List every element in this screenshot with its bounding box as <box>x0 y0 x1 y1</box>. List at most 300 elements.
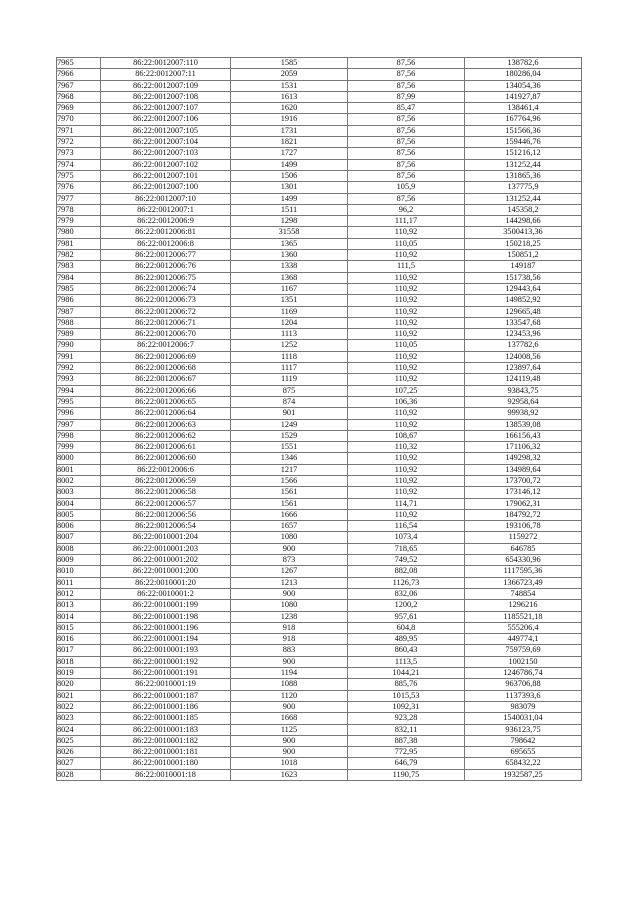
specific-value-cell: 111,17 <box>348 216 465 227</box>
specific-value-cell: 832,11 <box>348 724 465 735</box>
area-cell: 1657 <box>231 521 348 532</box>
area-cell: 1080 <box>231 600 348 611</box>
row-number-cell: 8009 <box>57 555 101 566</box>
row-number-cell: 8005 <box>57 509 101 520</box>
cadastral-value-cell: 159446,76 <box>465 137 582 148</box>
specific-value-cell: 887,38 <box>348 735 465 746</box>
cadastral-number-cell: 86:22:0012006:59 <box>101 475 231 486</box>
table-row <box>57 713 582 724</box>
cadastral-number-cell: 86:22:0012006:56 <box>101 509 231 520</box>
row-number-cell: 7992 <box>57 363 101 374</box>
table-row <box>57 385 582 396</box>
specific-value-cell: 87,56 <box>348 148 465 159</box>
area-cell: 1499 <box>231 193 348 204</box>
cadastral-number-cell: 86:22:0012006:75 <box>101 272 231 283</box>
specific-value-cell: 832,06 <box>348 588 465 599</box>
row-number-cell: 8017 <box>57 645 101 656</box>
table-row <box>57 170 582 181</box>
cadastral-value-cell: 173700,72 <box>465 475 582 486</box>
cadastral-value-cell: 99938,92 <box>465 408 582 419</box>
table-row <box>57 555 582 566</box>
area-cell: 1169 <box>231 306 348 317</box>
cadastral-value-cell: 149852,92 <box>465 295 582 306</box>
table-row <box>57 216 582 227</box>
row-number-cell: 8027 <box>57 758 101 769</box>
row-number-cell: 7973 <box>57 148 101 159</box>
cadastral-number-cell: 86:22:0012006:72 <box>101 306 231 317</box>
specific-value-cell: 110,92 <box>348 464 465 475</box>
cadastral-value-cell: 695655 <box>465 747 582 758</box>
table-row <box>57 306 582 317</box>
specific-value-cell: 1044,21 <box>348 668 465 679</box>
area-cell: 1351 <box>231 295 348 306</box>
area-cell: 31558 <box>231 227 348 238</box>
cadastral-value-cell: 654330,96 <box>465 555 582 566</box>
specific-value-cell: 860,43 <box>348 645 465 656</box>
cadastral-value-cell: 141927,87 <box>465 91 582 102</box>
area-cell: 900 <box>231 701 348 712</box>
specific-value-cell: 87,56 <box>348 114 465 125</box>
row-number-cell: 8015 <box>57 622 101 633</box>
cadastral-value-cell: 166156,43 <box>465 430 582 441</box>
cadastral-number-cell: 86:22:0010001:199 <box>101 600 231 611</box>
cadastral-number-cell: 86:22:0012007:10 <box>101 193 231 204</box>
specific-value-cell: 1092,31 <box>348 701 465 712</box>
cadastral-number-cell: 86:22:0012006:69 <box>101 351 231 362</box>
row-number-cell: 8028 <box>57 769 101 780</box>
row-number-cell: 7994 <box>57 385 101 396</box>
specific-value-cell: 108,67 <box>348 430 465 441</box>
area-cell: 1561 <box>231 487 348 498</box>
row-number-cell: 8008 <box>57 543 101 554</box>
cadastral-number-cell: 86:22:0012006:57 <box>101 498 231 509</box>
cadastral-number-cell: 86:22:0010001:204 <box>101 532 231 543</box>
cadastral-value-cell: 1296216 <box>465 600 582 611</box>
row-number-cell: 8012 <box>57 588 101 599</box>
cadastral-number-cell: 86:22:0012007:100 <box>101 182 231 193</box>
table-body <box>57 58 582 781</box>
row-number-cell: 7977 <box>57 193 101 204</box>
specific-value-cell: 114,71 <box>348 498 465 509</box>
area-cell: 1346 <box>231 453 348 464</box>
cadastral-value-cell: 748854 <box>465 588 582 599</box>
cadastral-value-cell: 646785 <box>465 543 582 554</box>
cadastral-value-cell: 193106,78 <box>465 521 582 532</box>
table-row <box>57 204 582 215</box>
table-row <box>57 758 582 769</box>
table-row <box>57 261 582 272</box>
cadastral-value-cell: 1932587,25 <box>465 769 582 780</box>
area-cell: 1267 <box>231 566 348 577</box>
specific-value-cell: 646,79 <box>348 758 465 769</box>
row-number-cell: 8002 <box>57 475 101 486</box>
cadastral-number-cell: 86:22:0010001:2 <box>101 588 231 599</box>
specific-value-cell: 87,56 <box>348 170 465 181</box>
table-row <box>57 419 582 430</box>
row-number-cell: 7984 <box>57 272 101 283</box>
specific-value-cell: 749,52 <box>348 555 465 566</box>
row-number-cell: 7968 <box>57 91 101 102</box>
table-row <box>57 295 582 306</box>
area-cell: 1623 <box>231 769 348 780</box>
specific-value-cell: 923,28 <box>348 713 465 724</box>
cadastral-number-cell: 86:22:0010001:182 <box>101 735 231 746</box>
cadastral-number-cell: 86:22:0010001:181 <box>101 747 231 758</box>
row-number-cell: 7997 <box>57 419 101 430</box>
row-number-cell: 7982 <box>57 250 101 261</box>
table-row <box>57 103 582 114</box>
row-number-cell: 7971 <box>57 125 101 136</box>
table-row <box>57 600 582 611</box>
cadastral-number-cell: 86:22:0010001:203 <box>101 543 231 554</box>
area-cell: 900 <box>231 656 348 667</box>
specific-value-cell: 96,2 <box>348 204 465 215</box>
cadastral-value-cell: 179062,31 <box>465 498 582 509</box>
cadastral-value-cell: 798642 <box>465 735 582 746</box>
area-cell: 1301 <box>231 182 348 193</box>
area-cell: 900 <box>231 588 348 599</box>
row-number-cell: 8010 <box>57 566 101 577</box>
row-number-cell: 7966 <box>57 69 101 80</box>
row-number-cell: 7998 <box>57 430 101 441</box>
specific-value-cell: 110,92 <box>348 272 465 283</box>
specific-value-cell: 110,05 <box>348 238 465 249</box>
cadastral-number-cell: 86:22:0012007:1 <box>101 204 231 215</box>
row-number-cell: 7976 <box>57 182 101 193</box>
row-number-cell: 8003 <box>57 487 101 498</box>
cadastral-value-table <box>56 57 582 781</box>
specific-value-cell: 110,92 <box>348 363 465 374</box>
table-row <box>57 634 582 645</box>
specific-value-cell: 110,92 <box>348 419 465 430</box>
row-number-cell: 8001 <box>57 464 101 475</box>
cadastral-number-cell: 86:22:0010001:18 <box>101 769 231 780</box>
row-number-cell: 7983 <box>57 261 101 272</box>
table-row <box>57 396 582 407</box>
area-cell: 1668 <box>231 713 348 724</box>
specific-value-cell: 87,56 <box>348 125 465 136</box>
row-number-cell: 7969 <box>57 103 101 114</box>
cadastral-value-cell: 123453,96 <box>465 329 582 340</box>
row-number-cell: 8004 <box>57 498 101 509</box>
table-row <box>57 679 582 690</box>
table-row <box>57 622 582 633</box>
area-cell: 1118 <box>231 351 348 362</box>
area-cell: 1119 <box>231 374 348 385</box>
specific-value-cell: 957,61 <box>348 611 465 622</box>
row-number-cell: 8021 <box>57 690 101 701</box>
row-number-cell: 8026 <box>57 747 101 758</box>
row-number-cell: 7989 <box>57 329 101 340</box>
table-row <box>57 735 582 746</box>
cadastral-value-cell: 936123,75 <box>465 724 582 735</box>
cadastral-value-cell: 171106,32 <box>465 442 582 453</box>
area-cell: 1727 <box>231 148 348 159</box>
area-cell: 1531 <box>231 80 348 91</box>
table-row <box>57 238 582 249</box>
cadastral-number-cell: 86:22:0012006:73 <box>101 295 231 306</box>
area-cell: 1298 <box>231 216 348 227</box>
cadastral-number-cell: 86:22:0012006:74 <box>101 283 231 294</box>
specific-value-cell: 1073,4 <box>348 532 465 543</box>
cadastral-number-cell: 86:22:0012006:81 <box>101 227 231 238</box>
cadastral-number-cell: 86:22:0012006:54 <box>101 521 231 532</box>
row-number-cell: 8016 <box>57 634 101 645</box>
cadastral-value-cell: 184792,72 <box>465 509 582 520</box>
specific-value-cell: 87,56 <box>348 137 465 148</box>
area-cell: 1529 <box>231 430 348 441</box>
row-number-cell: 7981 <box>57 238 101 249</box>
row-number-cell: 8025 <box>57 735 101 746</box>
table-row <box>57 521 582 532</box>
cadastral-number-cell: 86:22:0012007:103 <box>101 148 231 159</box>
specific-value-cell: 87,56 <box>348 80 465 91</box>
specific-value-cell: 1113,5 <box>348 656 465 667</box>
specific-value-cell: 110,92 <box>348 408 465 419</box>
area-cell: 1613 <box>231 91 348 102</box>
row-number-cell: 7967 <box>57 80 101 91</box>
row-number-cell: 7970 <box>57 114 101 125</box>
cadastral-number-cell: 86:22:0012006:60 <box>101 453 231 464</box>
row-number-cell: 8014 <box>57 611 101 622</box>
area-cell: 1666 <box>231 509 348 520</box>
cadastral-value-cell: 138782,6 <box>465 58 582 69</box>
cadastral-value-cell: 124008,56 <box>465 351 582 362</box>
area-cell: 874 <box>231 396 348 407</box>
area-cell: 1499 <box>231 159 348 170</box>
area-cell: 1368 <box>231 272 348 283</box>
specific-value-cell: 1200,2 <box>348 600 465 611</box>
cadastral-number-cell: 86:22:0012006:68 <box>101 363 231 374</box>
specific-value-cell: 110,92 <box>348 295 465 306</box>
specific-value-cell: 110,92 <box>348 283 465 294</box>
table-row <box>57 69 582 80</box>
cadastral-number-cell: 86:22:0012006:7 <box>101 340 231 351</box>
specific-value-cell: 772,95 <box>348 747 465 758</box>
cadastral-number-cell: 86:22:0012006:6 <box>101 464 231 475</box>
table-row <box>57 611 582 622</box>
area-cell: 1167 <box>231 283 348 294</box>
area-cell: 900 <box>231 735 348 746</box>
specific-value-cell: 87,56 <box>348 193 465 204</box>
cadastral-number-cell: 86:22:0012007:106 <box>101 114 231 125</box>
cadastral-value-cell: 1117595,36 <box>465 566 582 577</box>
cadastral-number-cell: 86:22:0012007:11 <box>101 69 231 80</box>
cadastral-number-cell: 86:22:0012006:76 <box>101 261 231 272</box>
cadastral-value-cell: 150851,2 <box>465 250 582 261</box>
row-number-cell: 8024 <box>57 724 101 735</box>
area-cell: 1620 <box>231 103 348 114</box>
cadastral-value-cell: 149187 <box>465 261 582 272</box>
cadastral-value-cell: 151566,36 <box>465 125 582 136</box>
table-row <box>57 58 582 69</box>
cadastral-value-cell: 151738,56 <box>465 272 582 283</box>
area-cell: 1117 <box>231 363 348 374</box>
cadastral-number-cell: 86:22:0010001:20 <box>101 577 231 588</box>
area-cell: 918 <box>231 622 348 633</box>
table-row <box>57 91 582 102</box>
cadastral-value-cell: 151216,12 <box>465 148 582 159</box>
specific-value-cell: 87,56 <box>348 58 465 69</box>
table-row <box>57 159 582 170</box>
table-row <box>57 724 582 735</box>
table-row <box>57 125 582 136</box>
cadastral-number-cell: 86:22:0010001:198 <box>101 611 231 622</box>
cadastral-number-cell: 86:22:0010001:185 <box>101 713 231 724</box>
cadastral-value-cell: 131865,36 <box>465 170 582 181</box>
area-cell: 1551 <box>231 442 348 453</box>
row-number-cell: 8022 <box>57 701 101 712</box>
area-cell: 1238 <box>231 611 348 622</box>
cadastral-value-cell: 93843,75 <box>465 385 582 396</box>
cadastral-value-cell: 123897,64 <box>465 363 582 374</box>
area-cell: 1821 <box>231 137 348 148</box>
table-row <box>57 577 582 588</box>
row-number-cell: 7978 <box>57 204 101 215</box>
table-row <box>57 374 582 385</box>
cadastral-value-cell: 759759,69 <box>465 645 582 656</box>
specific-value-cell: 110,92 <box>348 329 465 340</box>
cadastral-number-cell: 86:22:0012006:67 <box>101 374 231 385</box>
area-cell: 2059 <box>231 69 348 80</box>
table-row <box>57 498 582 509</box>
area-cell: 1217 <box>231 464 348 475</box>
area-cell: 1213 <box>231 577 348 588</box>
area-cell: 873 <box>231 555 348 566</box>
row-number-cell: 7995 <box>57 396 101 407</box>
cadastral-number-cell: 86:22:0012007:107 <box>101 103 231 114</box>
cadastral-value-cell: 134989,64 <box>465 464 582 475</box>
cadastral-value-cell: 983079 <box>465 701 582 712</box>
specific-value-cell: 110,92 <box>348 509 465 520</box>
row-number-cell: 7980 <box>57 227 101 238</box>
area-cell: 1731 <box>231 125 348 136</box>
cadastral-number-cell: 86:22:0012006:77 <box>101 250 231 261</box>
cadastral-number-cell: 86:22:0010001:180 <box>101 758 231 769</box>
table-row <box>57 645 582 656</box>
cadastral-value-cell: 129443,64 <box>465 283 582 294</box>
cadastral-number-cell: 86:22:0010001:200 <box>101 566 231 577</box>
cadastral-number-cell: 86:22:0010001:191 <box>101 668 231 679</box>
cadastral-value-cell: 129665,48 <box>465 306 582 317</box>
cadastral-value-cell: 92958,64 <box>465 396 582 407</box>
cadastral-value-cell: 1137393,6 <box>465 690 582 701</box>
area-cell: 1511 <box>231 204 348 215</box>
row-number-cell: 8007 <box>57 532 101 543</box>
cadastral-number-cell: 86:22:0012006:70 <box>101 329 231 340</box>
specific-value-cell: 106,36 <box>348 396 465 407</box>
specific-value-cell: 110,92 <box>348 227 465 238</box>
cadastral-number-cell: 86:22:0010001:193 <box>101 645 231 656</box>
specific-value-cell: 882,08 <box>348 566 465 577</box>
cadastral-value-cell: 449774,1 <box>465 634 582 645</box>
cadastral-value-cell: 173146,12 <box>465 487 582 498</box>
specific-value-cell: 1190,75 <box>348 769 465 780</box>
row-number-cell: 7986 <box>57 295 101 306</box>
cadastral-number-cell: 86:22:0010001:202 <box>101 555 231 566</box>
cadastral-number-cell: 86:22:0010001:192 <box>101 656 231 667</box>
table-row <box>57 464 582 475</box>
row-number-cell: 8020 <box>57 679 101 690</box>
row-number-cell: 8011 <box>57 577 101 588</box>
cadastral-number-cell: 86:22:0012006:61 <box>101 442 231 453</box>
table-row <box>57 182 582 193</box>
area-cell: 1080 <box>231 532 348 543</box>
cadastral-value-cell: 1246786,74 <box>465 668 582 679</box>
cadastral-number-cell: 86:22:0012006:64 <box>101 408 231 419</box>
table-row <box>57 701 582 712</box>
specific-value-cell: 107,25 <box>348 385 465 396</box>
area-cell: 1585 <box>231 58 348 69</box>
cadastral-number-cell: 86:22:0012006:58 <box>101 487 231 498</box>
table-row <box>57 283 582 294</box>
cadastral-value-cell: 658432,22 <box>465 758 582 769</box>
table-row <box>57 690 582 701</box>
table-row <box>57 509 582 520</box>
row-number-cell: 8006 <box>57 521 101 532</box>
cadastral-number-cell: 86:22:0012007:105 <box>101 125 231 136</box>
cadastral-number-cell: 86:22:0010001:186 <box>101 701 231 712</box>
cadastral-number-cell: 86:22:0012006:62 <box>101 430 231 441</box>
area-cell: 1204 <box>231 317 348 328</box>
cadastral-number-cell: 86:22:0012007:102 <box>101 159 231 170</box>
area-cell: 875 <box>231 385 348 396</box>
cadastral-number-cell: 86:22:0012007:109 <box>101 80 231 91</box>
specific-value-cell: 110,92 <box>348 475 465 486</box>
row-number-cell: 7991 <box>57 351 101 362</box>
table-row <box>57 487 582 498</box>
specific-value-cell: 1015,53 <box>348 690 465 701</box>
specific-value-cell: 87,56 <box>348 159 465 170</box>
area-cell: 1916 <box>231 114 348 125</box>
cadastral-value-cell: 144298,66 <box>465 216 582 227</box>
row-number-cell: 7999 <box>57 442 101 453</box>
cadastral-value-cell: 3500413,36 <box>465 227 582 238</box>
area-cell: 900 <box>231 543 348 554</box>
row-number-cell: 7996 <box>57 408 101 419</box>
specific-value-cell: 718,65 <box>348 543 465 554</box>
table-row <box>57 329 582 340</box>
area-cell: 883 <box>231 645 348 656</box>
table-row <box>57 543 582 554</box>
row-number-cell: 7988 <box>57 317 101 328</box>
table-row <box>57 656 582 667</box>
cadastral-number-cell: 86:22:0012006:63 <box>101 419 231 430</box>
specific-value-cell: 110,92 <box>348 351 465 362</box>
cadastral-number-cell: 86:22:0010001:196 <box>101 622 231 633</box>
cadastral-value-cell: 149298,32 <box>465 453 582 464</box>
row-number-cell: 7965 <box>57 58 101 69</box>
cadastral-number-cell: 86:22:0010001:187 <box>101 690 231 701</box>
cadastral-value-cell: 1185521,18 <box>465 611 582 622</box>
row-number-cell: 8023 <box>57 713 101 724</box>
cadastral-number-cell: 86:22:0012006:9 <box>101 216 231 227</box>
specific-value-cell: 110,92 <box>348 453 465 464</box>
table-row <box>57 148 582 159</box>
cadastral-value-cell: 555206,4 <box>465 622 582 633</box>
table-row <box>57 340 582 351</box>
cadastral-value-cell: 150218,25 <box>465 238 582 249</box>
cadastral-number-cell: 86:22:0010001:183 <box>101 724 231 735</box>
area-cell: 1360 <box>231 250 348 261</box>
table-row <box>57 747 582 758</box>
row-number-cell: 8000 <box>57 453 101 464</box>
specific-value-cell: 110,32 <box>348 442 465 453</box>
specific-value-cell: 87,99 <box>348 91 465 102</box>
table-row <box>57 227 582 238</box>
area-cell: 1506 <box>231 170 348 181</box>
row-number-cell: 8019 <box>57 668 101 679</box>
